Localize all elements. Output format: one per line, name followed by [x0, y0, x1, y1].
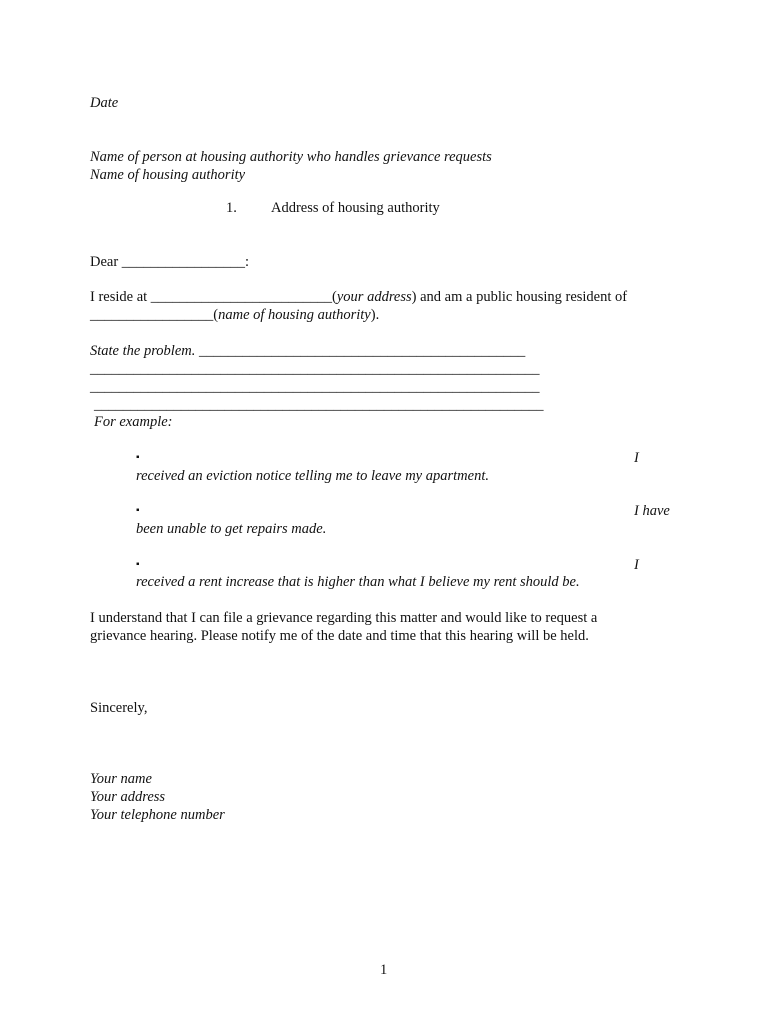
residence-end: ).	[370, 307, 380, 323]
problem-blank-4: ______________________________________________________________	[94, 397, 544, 413]
example-lead: I	[634, 450, 639, 466]
problem-blank-2: ______________________________________________________________	[90, 361, 540, 377]
residence-text-a: I reside at _________________________(	[90, 289, 337, 305]
problem-blank-3: ______________________________________________________________	[90, 379, 540, 395]
example-lead: I	[634, 557, 639, 573]
residence-text-b: ) and am a public housing resident of	[411, 289, 628, 305]
closing: Sincerely,	[90, 700, 148, 716]
recipient-name-placeholder: Name of person at housing authority who handles grievance requests	[90, 149, 492, 165]
signature-name: Your name	[90, 771, 152, 787]
signature-phone: Your telephone number	[90, 807, 225, 823]
bullet-icon: ▪	[136, 452, 140, 463]
problem-line-1	[90, 342, 525, 360]
example-text: been unable to get repairs made.	[136, 521, 327, 537]
example-text: received a rent increase that is higher than what I believe my rent should be.	[136, 574, 580, 590]
date-placeholder: Date	[90, 95, 119, 111]
body-line-2: grievance hearing. Please notify me of the date and time that this hearing will be held.	[90, 628, 589, 644]
residence-line-1	[90, 288, 627, 306]
example-label: For example:	[94, 414, 173, 430]
housing-authority-hint: name of housing authority	[218, 307, 371, 323]
residence-line-2	[90, 306, 379, 324]
bullet-icon: ▪	[136, 559, 140, 570]
recipient-authority-placeholder: Name of housing authority	[90, 167, 246, 183]
problem-lead: State the problem.	[90, 343, 199, 359]
your-address-hint: your address	[336, 289, 412, 305]
bullet-icon: ▪	[136, 505, 140, 516]
salutation: Dear _________________:	[90, 254, 250, 270]
example-text: received an eviction notice telling me to leave my apartment.	[136, 468, 489, 484]
signature-address: Your address	[90, 789, 166, 805]
recipient-address-placeholder: Address of housing authority	[271, 200, 440, 216]
residence-blank: _________________(	[90, 307, 219, 323]
body-line-1: I understand that I can file a grievance regarding this matter and would like to request a	[90, 610, 598, 626]
address-list-number: 1.	[226, 200, 237, 216]
problem-blank-1: _____________________________________________	[199, 343, 526, 359]
page-number: 1	[380, 962, 388, 978]
example-lead: I have	[634, 503, 670, 519]
